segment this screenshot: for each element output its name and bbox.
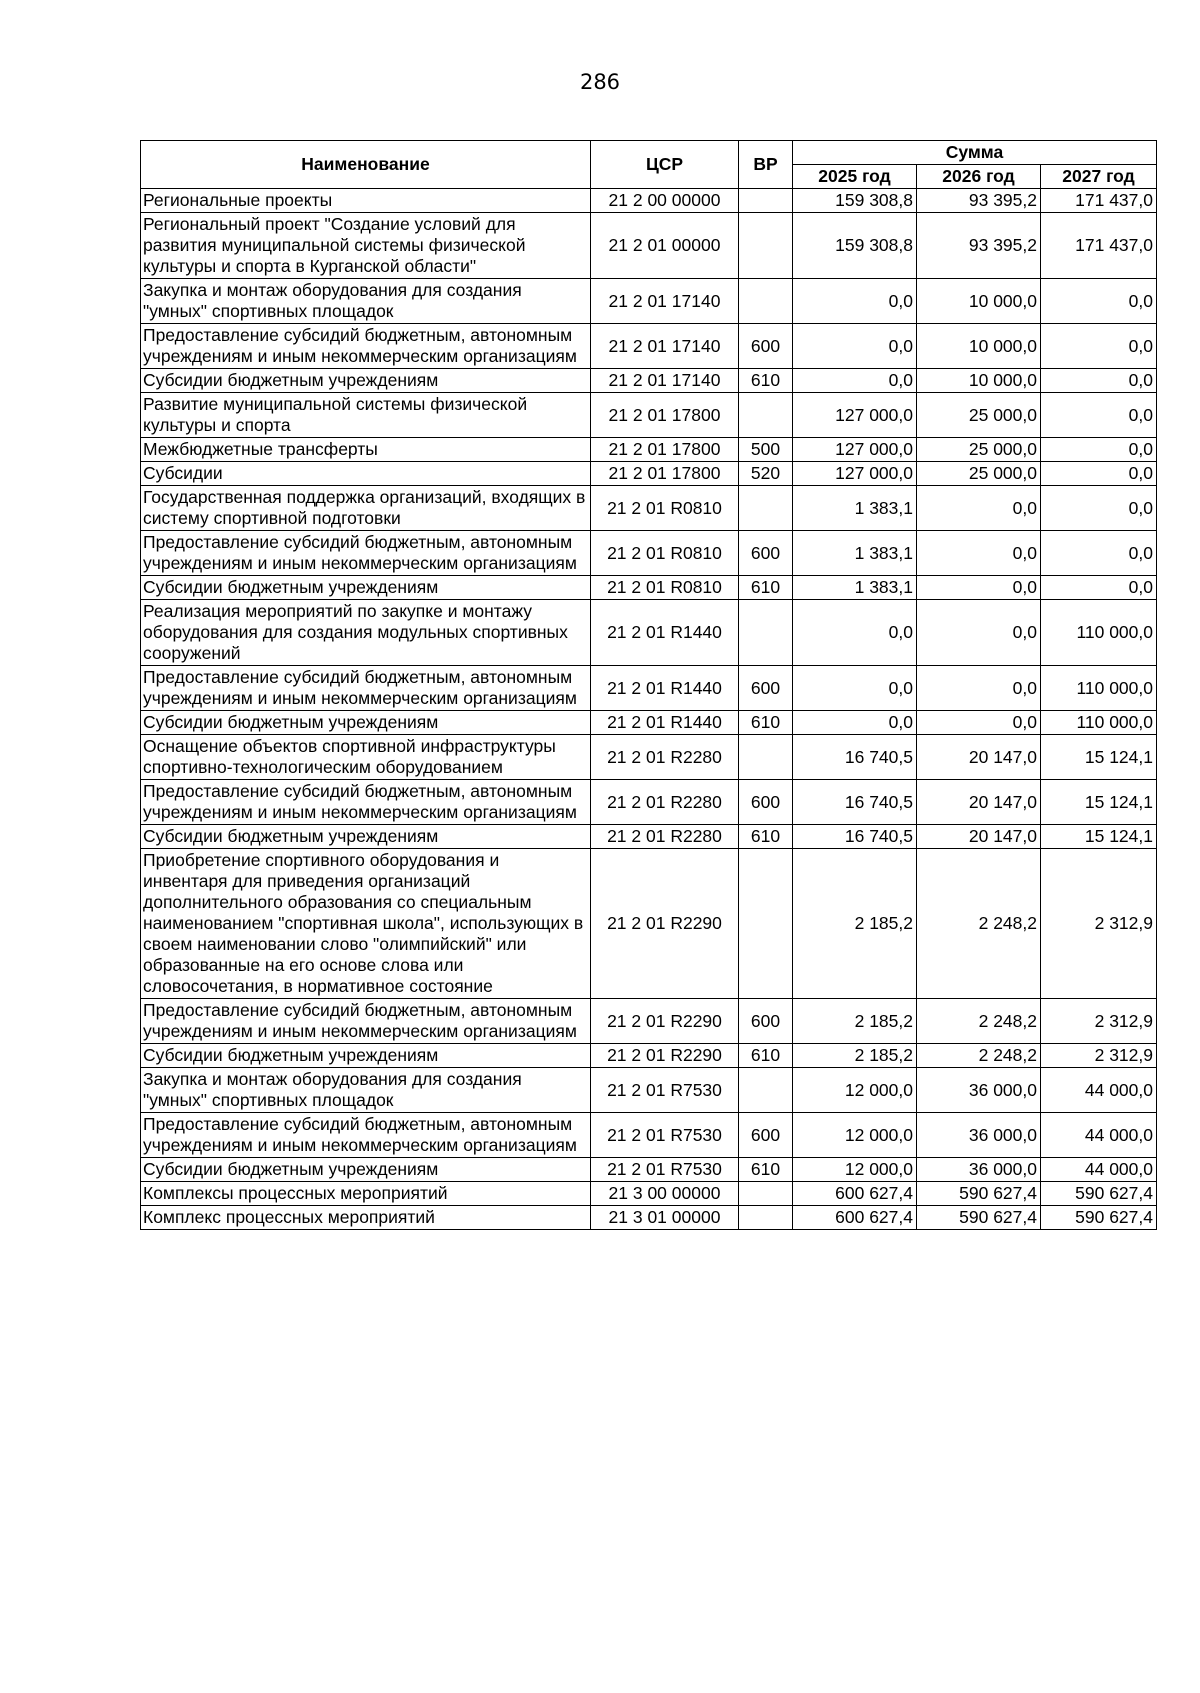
cell-vr: 600 bbox=[739, 531, 793, 576]
cell-csr: 21 2 01 R7530 bbox=[591, 1113, 739, 1158]
cell-name: Закупка и монтаж оборудования для создания "умных" спортивных площадок bbox=[141, 1068, 591, 1113]
cell-2026: 0,0 bbox=[917, 486, 1041, 531]
cell-2026: 36 000,0 bbox=[917, 1113, 1041, 1158]
cell-2026: 10 000,0 bbox=[917, 279, 1041, 324]
cell-csr: 21 2 01 R2280 bbox=[591, 825, 739, 849]
cell-2027: 110 000,0 bbox=[1041, 711, 1157, 735]
cell-name: Предоставление субсидий бюджетным, автономным учреждениям и иным некоммерческим организациям bbox=[141, 531, 591, 576]
table-row bbox=[141, 780, 1157, 825]
table-row bbox=[141, 486, 1157, 531]
cell-vr bbox=[739, 600, 793, 666]
cell-name: Приобретение спортивного оборудования и инвентаря для приведения организаций дополнительного образования со специальным наименованием "спортивная школа", использующих в своем наименовании слово "олимпийский" или образованные на его основе слова или словосочетания, в нормативное состояние bbox=[141, 849, 591, 999]
header-csr: ЦСР bbox=[591, 141, 739, 189]
cell-2026: 2 248,2 bbox=[917, 849, 1041, 999]
cell-vr: 600 bbox=[739, 999, 793, 1044]
cell-csr: 21 2 01 17140 bbox=[591, 279, 739, 324]
cell-name: Субсидии бюджетным учреждениям bbox=[141, 369, 591, 393]
cell-2025: 16 740,5 bbox=[793, 735, 917, 780]
cell-2026: 25 000,0 bbox=[917, 438, 1041, 462]
cell-2027: 0,0 bbox=[1041, 462, 1157, 486]
cell-vr bbox=[739, 189, 793, 213]
cell-2026: 20 147,0 bbox=[917, 780, 1041, 825]
cell-vr: 500 bbox=[739, 438, 793, 462]
cell-name: Субсидии бюджетным учреждениям bbox=[141, 576, 591, 600]
cell-csr: 21 2 01 17800 bbox=[591, 393, 739, 438]
cell-vr: 600 bbox=[739, 324, 793, 369]
cell-2025: 127 000,0 bbox=[793, 438, 917, 462]
cell-2025: 0,0 bbox=[793, 324, 917, 369]
cell-csr: 21 2 01 17800 bbox=[591, 462, 739, 486]
cell-name: Субсидии бюджетным учреждениям bbox=[141, 711, 591, 735]
table-row bbox=[141, 825, 1157, 849]
cell-vr: 600 bbox=[739, 780, 793, 825]
cell-vr: 610 bbox=[739, 1044, 793, 1068]
table-row bbox=[141, 1182, 1157, 1206]
cell-csr: 21 2 01 R0810 bbox=[591, 531, 739, 576]
cell-2025: 12 000,0 bbox=[793, 1158, 917, 1182]
table-header bbox=[141, 141, 1157, 189]
cell-csr: 21 2 01 R2290 bbox=[591, 999, 739, 1044]
cell-2026: 2 248,2 bbox=[917, 999, 1041, 1044]
cell-2026: 93 395,2 bbox=[917, 213, 1041, 279]
cell-name: Предоставление субсидий бюджетным, автономным учреждениям и иным некоммерческим организациям bbox=[141, 666, 591, 711]
table-row bbox=[141, 1113, 1157, 1158]
cell-2026: 36 000,0 bbox=[917, 1068, 1041, 1113]
cell-csr: 21 2 01 R7530 bbox=[591, 1158, 739, 1182]
cell-name: Субсидии bbox=[141, 462, 591, 486]
table-row bbox=[141, 735, 1157, 780]
cell-name: Межбюджетные трансферты bbox=[141, 438, 591, 462]
cell-vr: 610 bbox=[739, 1158, 793, 1182]
cell-vr bbox=[739, 213, 793, 279]
cell-name: Предоставление субсидий бюджетным, автономным учреждениям и иным некоммерческим организациям bbox=[141, 324, 591, 369]
cell-2025: 2 185,2 bbox=[793, 849, 917, 999]
cell-2027: 2 312,9 bbox=[1041, 999, 1157, 1044]
table-row bbox=[141, 189, 1157, 213]
cell-csr: 21 2 01 R2280 bbox=[591, 735, 739, 780]
cell-2025: 159 308,8 bbox=[793, 189, 917, 213]
cell-csr: 21 2 01 R2290 bbox=[591, 849, 739, 999]
cell-name: Государственная поддержка организаций, входящих в систему спортивной подготовки bbox=[141, 486, 591, 531]
header-year-2026: 2026 год bbox=[917, 165, 1041, 189]
cell-csr: 21 2 01 17140 bbox=[591, 369, 739, 393]
cell-2027: 15 124,1 bbox=[1041, 825, 1157, 849]
cell-csr: 21 2 01 17140 bbox=[591, 324, 739, 369]
cell-2026: 0,0 bbox=[917, 600, 1041, 666]
table-row bbox=[141, 462, 1157, 486]
cell-2025: 600 627,4 bbox=[793, 1206, 917, 1230]
cell-2027: 110 000,0 bbox=[1041, 600, 1157, 666]
cell-2027: 110 000,0 bbox=[1041, 666, 1157, 711]
cell-2027: 44 000,0 bbox=[1041, 1068, 1157, 1113]
cell-2027: 590 627,4 bbox=[1041, 1182, 1157, 1206]
table-row bbox=[141, 576, 1157, 600]
cell-2026: 25 000,0 bbox=[917, 393, 1041, 438]
cell-2026: 20 147,0 bbox=[917, 735, 1041, 780]
cell-2027: 590 627,4 bbox=[1041, 1206, 1157, 1230]
cell-name: Предоставление субсидий бюджетным, автономным учреждениям и иным некоммерческим организациям bbox=[141, 999, 591, 1044]
cell-name: Субсидии бюджетным учреждениям bbox=[141, 825, 591, 849]
cell-csr: 21 3 01 00000 bbox=[591, 1206, 739, 1230]
cell-vr: 520 bbox=[739, 462, 793, 486]
cell-2025: 0,0 bbox=[793, 600, 917, 666]
cell-2026: 36 000,0 bbox=[917, 1158, 1041, 1182]
cell-vr: 610 bbox=[739, 369, 793, 393]
cell-csr: 21 2 01 R1440 bbox=[591, 711, 739, 735]
cell-csr: 21 2 01 17800 bbox=[591, 438, 739, 462]
cell-name: Региональный проект "Создание условий для развития муниципальной системы физической культуры и спорта в Курганской области" bbox=[141, 213, 591, 279]
cell-2027: 171 437,0 bbox=[1041, 213, 1157, 279]
cell-2027: 15 124,1 bbox=[1041, 735, 1157, 780]
cell-2025: 600 627,4 bbox=[793, 1182, 917, 1206]
cell-name: Субсидии бюджетным учреждениям bbox=[141, 1044, 591, 1068]
cell-2027: 0,0 bbox=[1041, 324, 1157, 369]
cell-csr: 21 2 01 R1440 bbox=[591, 600, 739, 666]
cell-name: Развитие муниципальной системы физической культуры и спорта bbox=[141, 393, 591, 438]
cell-2025: 12 000,0 bbox=[793, 1068, 917, 1113]
cell-2026: 93 395,2 bbox=[917, 189, 1041, 213]
cell-2027: 171 437,0 bbox=[1041, 189, 1157, 213]
page-number: 286 bbox=[579, 70, 621, 94]
cell-vr bbox=[739, 393, 793, 438]
cell-2026: 10 000,0 bbox=[917, 369, 1041, 393]
table-body bbox=[141, 189, 1157, 1230]
cell-vr bbox=[739, 1206, 793, 1230]
cell-name: Комплексы процессных мероприятий bbox=[141, 1182, 591, 1206]
header-sum: Сумма bbox=[793, 141, 1157, 165]
cell-2025: 1 383,1 bbox=[793, 486, 917, 531]
cell-2025: 0,0 bbox=[793, 711, 917, 735]
cell-2025: 16 740,5 bbox=[793, 780, 917, 825]
cell-2026: 590 627,4 bbox=[917, 1206, 1041, 1230]
cell-name: Субсидии бюджетным учреждениям bbox=[141, 1158, 591, 1182]
cell-2025: 0,0 bbox=[793, 279, 917, 324]
cell-2025: 1 383,1 bbox=[793, 531, 917, 576]
cell-2027: 44 000,0 bbox=[1041, 1113, 1157, 1158]
cell-2025: 127 000,0 bbox=[793, 462, 917, 486]
cell-name: Оснащение объектов спортивной инфраструктуры спортивно-технологическим оборудованием bbox=[141, 735, 591, 780]
cell-2025: 2 185,2 bbox=[793, 1044, 917, 1068]
table-row bbox=[141, 849, 1157, 999]
cell-2026: 20 147,0 bbox=[917, 825, 1041, 849]
cell-name: Региональные проекты bbox=[141, 189, 591, 213]
cell-csr: 21 2 01 R7530 bbox=[591, 1068, 739, 1113]
header-year-2027: 2027 год bbox=[1041, 165, 1157, 189]
cell-vr: 610 bbox=[739, 711, 793, 735]
cell-2027: 0,0 bbox=[1041, 393, 1157, 438]
cell-vr: 610 bbox=[739, 825, 793, 849]
cell-2025: 127 000,0 bbox=[793, 393, 917, 438]
cell-name: Реализация мероприятий по закупке и монтажу оборудования для создания модульных спортивных сооружений bbox=[141, 600, 591, 666]
cell-2025: 1 383,1 bbox=[793, 576, 917, 600]
cell-2026: 2 248,2 bbox=[917, 1044, 1041, 1068]
table-row bbox=[141, 600, 1157, 666]
table-row bbox=[141, 438, 1157, 462]
cell-vr bbox=[739, 279, 793, 324]
cell-csr: 21 2 01 R1440 bbox=[591, 666, 739, 711]
cell-csr: 21 2 00 00000 bbox=[591, 189, 739, 213]
cell-vr bbox=[739, 486, 793, 531]
cell-2027: 15 124,1 bbox=[1041, 780, 1157, 825]
cell-2026: 0,0 bbox=[917, 576, 1041, 600]
cell-2025: 159 308,8 bbox=[793, 213, 917, 279]
cell-2027: 0,0 bbox=[1041, 531, 1157, 576]
table-row bbox=[141, 324, 1157, 369]
cell-vr: 600 bbox=[739, 1113, 793, 1158]
table-row bbox=[141, 711, 1157, 735]
cell-2027: 2 312,9 bbox=[1041, 1044, 1157, 1068]
cell-2025: 0,0 bbox=[793, 666, 917, 711]
table-row bbox=[141, 999, 1157, 1044]
table-row bbox=[141, 1158, 1157, 1182]
cell-2026: 0,0 bbox=[917, 666, 1041, 711]
cell-2027: 2 312,9 bbox=[1041, 849, 1157, 999]
cell-2026: 590 627,4 bbox=[917, 1182, 1041, 1206]
cell-vr bbox=[739, 1182, 793, 1206]
cell-vr bbox=[739, 849, 793, 999]
cell-csr: 21 2 01 R0810 bbox=[591, 576, 739, 600]
cell-2026: 0,0 bbox=[917, 531, 1041, 576]
cell-2026: 25 000,0 bbox=[917, 462, 1041, 486]
cell-csr: 21 2 01 R0810 bbox=[591, 486, 739, 531]
cell-vr: 600 bbox=[739, 666, 793, 711]
cell-2025: 0,0 bbox=[793, 369, 917, 393]
table-row bbox=[141, 1044, 1157, 1068]
cell-name: Предоставление субсидий бюджетным, автономным учреждениям и иным некоммерческим организациям bbox=[141, 780, 591, 825]
cell-2026: 0,0 bbox=[917, 711, 1041, 735]
table-row bbox=[141, 666, 1157, 711]
cell-csr: 21 2 01 R2290 bbox=[591, 1044, 739, 1068]
cell-vr bbox=[739, 735, 793, 780]
header-vr: ВР bbox=[739, 141, 793, 189]
table-row bbox=[141, 531, 1157, 576]
header-year-2025: 2025 год bbox=[793, 165, 917, 189]
cell-name: Закупка и монтаж оборудования для создания "умных" спортивных площадок bbox=[141, 279, 591, 324]
cell-2025: 12 000,0 bbox=[793, 1113, 917, 1158]
cell-csr: 21 3 00 00000 bbox=[591, 1182, 739, 1206]
cell-name: Комплекс процессных мероприятий bbox=[141, 1206, 591, 1230]
cell-2027: 0,0 bbox=[1041, 438, 1157, 462]
cell-2027: 0,0 bbox=[1041, 576, 1157, 600]
table-row bbox=[141, 1068, 1157, 1113]
table-row bbox=[141, 213, 1157, 279]
cell-2027: 0,0 bbox=[1041, 486, 1157, 531]
cell-vr: 610 bbox=[739, 576, 793, 600]
cell-csr: 21 2 01 00000 bbox=[591, 213, 739, 279]
table-row bbox=[141, 393, 1157, 438]
cell-2026: 10 000,0 bbox=[917, 324, 1041, 369]
cell-2025: 2 185,2 bbox=[793, 999, 917, 1044]
table-row bbox=[141, 369, 1157, 393]
budget-table bbox=[140, 140, 1157, 1230]
cell-name: Предоставление субсидий бюджетным, автономным учреждениям и иным некоммерческим организациям bbox=[141, 1113, 591, 1158]
cell-vr bbox=[739, 1068, 793, 1113]
cell-2027: 44 000,0 bbox=[1041, 1158, 1157, 1182]
cell-csr: 21 2 01 R2280 bbox=[591, 780, 739, 825]
cell-2025: 16 740,5 bbox=[793, 825, 917, 849]
table-row bbox=[141, 1206, 1157, 1230]
table-row bbox=[141, 279, 1157, 324]
header-name: Наименование bbox=[141, 141, 591, 189]
cell-2027: 0,0 bbox=[1041, 369, 1157, 393]
cell-2027: 0,0 bbox=[1041, 279, 1157, 324]
